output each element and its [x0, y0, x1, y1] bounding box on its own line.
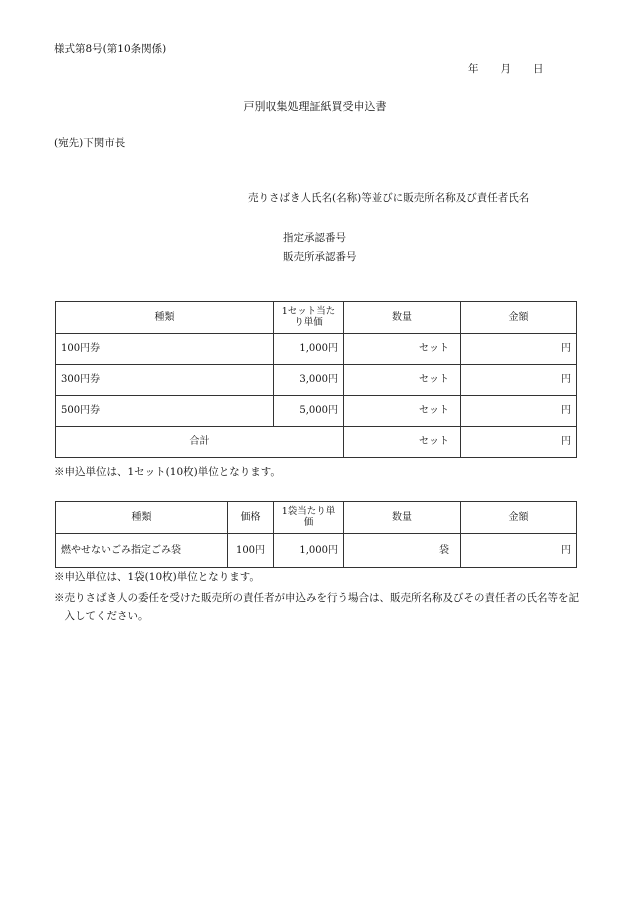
- form-number: 様式第8号(第10条関係): [54, 43, 167, 55]
- quantity-unit: セット: [419, 436, 449, 447]
- header-amount: 金額: [461, 302, 577, 334]
- row-unit-price: 3,000円: [274, 365, 344, 396]
- table-row: [56, 365, 577, 396]
- quantity-unit: 袋: [439, 544, 449, 556]
- row-quantity-cell[interactable]: [344, 534, 461, 568]
- table-row: [56, 334, 577, 365]
- coupon-order-table: [55, 301, 577, 458]
- date-day-label: 日: [533, 63, 544, 75]
- header-type: 種類: [56, 302, 274, 334]
- row-quantity-cell[interactable]: [344, 334, 461, 365]
- table-header-row: [56, 302, 577, 334]
- row-price: 100円: [228, 534, 274, 568]
- table-row: [56, 534, 577, 568]
- row-amount-cell[interactable]: [461, 396, 577, 427]
- store-approval-number-label: 販売所承認番号: [283, 251, 357, 263]
- table-row: [56, 396, 577, 427]
- bag-order-table: [55, 501, 577, 568]
- quantity-unit: セット: [419, 374, 449, 385]
- row-amount-cell[interactable]: [461, 365, 577, 396]
- row-unit-price: 5,000円: [274, 396, 344, 427]
- row-unit-price: 1,000円: [274, 334, 344, 365]
- header-type: 種類: [56, 502, 228, 534]
- row-quantity-cell[interactable]: [344, 365, 461, 396]
- header-unit-price: 1袋当たり単価: [274, 502, 344, 534]
- amount-unit: 円: [561, 374, 571, 385]
- date-line: [468, 63, 544, 76]
- header-unit-price: 1セット当たり単価: [274, 302, 344, 334]
- document-title: 戸別収集処理証紙買受申込書: [243, 100, 387, 113]
- approval-number-label: 指定承認番号: [283, 232, 346, 244]
- amount-unit: 円: [561, 405, 571, 416]
- row-type: 燃やせないごみ指定ごみ袋: [56, 534, 228, 568]
- note-bag-unit: ※申込単位は、1袋(10枚)単位となります。: [54, 571, 260, 583]
- header-quantity: 数量: [344, 302, 461, 334]
- total-quantity-cell[interactable]: [344, 427, 461, 458]
- table-total-row: [56, 427, 577, 458]
- row-amount-cell[interactable]: [461, 534, 577, 568]
- header-quantity: 数量: [344, 502, 461, 534]
- total-amount-cell[interactable]: [461, 427, 577, 458]
- row-quantity-cell[interactable]: [344, 396, 461, 427]
- row-type: 500円券: [56, 396, 274, 427]
- date-month-label: 月: [500, 63, 511, 75]
- row-type: 300円券: [56, 365, 274, 396]
- note-coupon-unit: ※申込単位は、1セット(10枚)単位となります。: [54, 466, 281, 478]
- quantity-unit: セット: [419, 405, 449, 416]
- total-label: 合計: [56, 427, 344, 458]
- header-price: 価格: [228, 502, 274, 534]
- addressee: (宛先)下関市長: [54, 137, 126, 149]
- seller-name-label: 売りさばき人氏名(名称)等並びに販売所名称及び責任者氏名: [248, 192, 530, 204]
- amount-unit: 円: [561, 343, 571, 354]
- row-amount-cell[interactable]: [461, 334, 577, 365]
- header-amount: 金額: [461, 502, 577, 534]
- quantity-unit: セット: [419, 343, 449, 354]
- note-delegation: ※売りさばき人の委任を受けた販売所の責任者が申込みを行う場合は、販売所名称及びその責任者の氏名等を記入してください。: [54, 592, 579, 622]
- amount-unit: 円: [561, 436, 571, 447]
- row-unit-price: 1,000円: [274, 534, 344, 568]
- amount-unit: 円: [561, 544, 571, 556]
- row-type: 100円券: [56, 334, 274, 365]
- table-header-row: [56, 502, 577, 534]
- date-year-label: 年: [468, 63, 479, 75]
